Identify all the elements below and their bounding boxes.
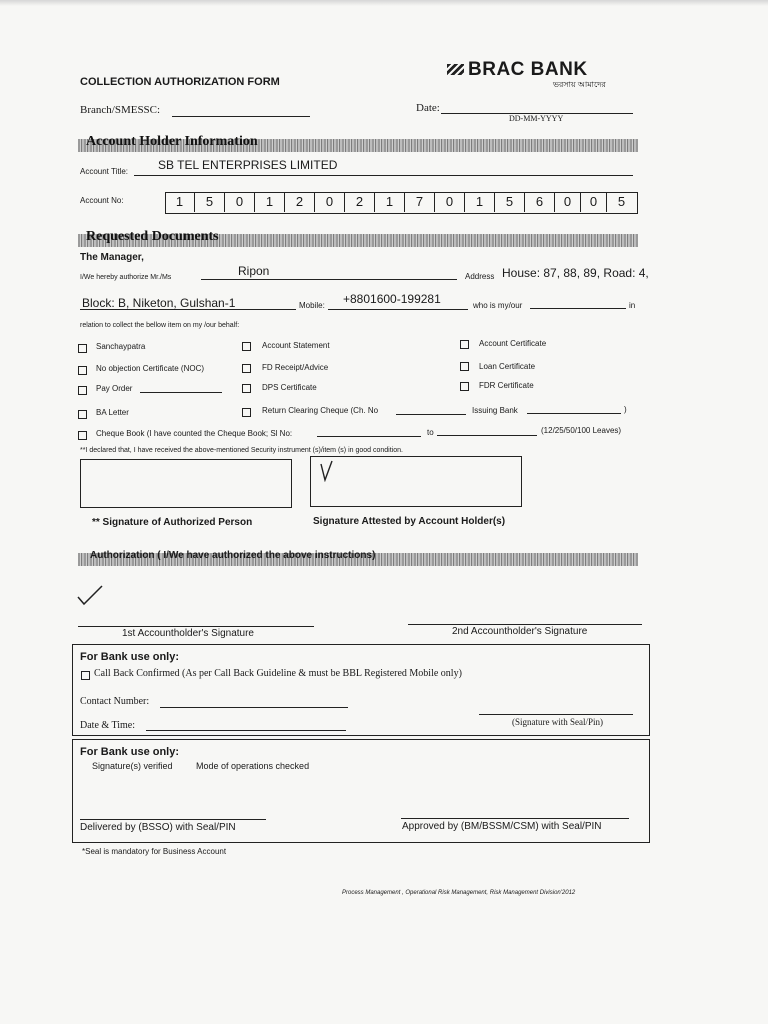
account-digit: 2	[285, 192, 315, 212]
contact-number-field[interactable]	[160, 707, 348, 708]
checkbox-return-clearing[interactable]	[242, 408, 251, 417]
section-title-requested-documents: Requested Documents	[86, 229, 219, 244]
issuing-bank-label: Issuing Bank	[472, 406, 518, 415]
date-label: Date:	[416, 102, 440, 114]
declaration-text: **I declared that, I have received the above-mentioned Security instrument (s)/item (s) in good condition.	[80, 447, 403, 454]
mobile-value: +8801600-199281	[343, 292, 441, 306]
item-account-certificate: Account Certificate	[479, 339, 547, 348]
delivered-by-label: Delivered by (BSSO) with Seal/PIN	[80, 822, 236, 833]
collection-authorization-form: COLLECTION AUTHORIZATION FORM BRAC BANK ভরসায় আমাদের Branch/SMESSC: Date: DD-MM-YYYY Account Holder Information Account Title: SB TEL ENTERPRISES LIMITED Account No: 1 5 0 1 2 0 2 1 7 0 1 5 6 0 0 5 Requested Documents The Manager, I/We hereby authorize Mr./Ms Ripon Address House: 87, 88, 89, Road: 4, Block: B, Niketon, Gulshan-1 Mobile: +8801600-199281 who is my/our in relation to collect the bellow item on my /our behalf: Sanchaypatra Account Statement Account Certificate No objection Certificate (NOC) FD Receipt/Advice Loan Certificate Pay Order DPS Certificate FDR Certificate BA Letter Return Clearing Cheque (Ch. No Issuing Bank ) Cheque Book (I have counted the Cheque Book; Sl No: to (12/25/50/100 Leaves) **I declared that, I have received the above-mentioned Security instrument (s)/item (s) in good condition. ** Signature of Authorized Person Signature Attested by Account Holder(s) Authorization ( I/We have authorized the above instructions) 1st Accountholder's Signature 2nd Accountholder's Signature For Bank use only: Call Back Confirmed (As per Call Back Guideline & must be BBL Registered Mobile only) Contact Number: Date & Time: (Signature with Seal/Pin) For Bank use only: Signature(s) verified Mode of operations checked Delivered by (BSSO) with Seal/PIN Approved by (BM/BSSM/CSM) with Seal/PIN *Seal is mandatory for Business Account Process Management , Operational Risk Management, Risk Management Division'2012	[0, 0, 768, 1024]
attested-signature-label: Signature Attested by Account Holder(s)	[313, 516, 506, 527]
account-digit: 1	[465, 192, 495, 212]
item-fd-receipt: FD Receipt/Advice	[262, 363, 329, 372]
item-dps-certificate: DPS Certificate	[262, 383, 317, 392]
handwritten-tick-mark	[320, 460, 334, 482]
form-title: COLLECTION AUTHORIZATION FORM	[80, 76, 280, 88]
signature-verified-label: Signature(s) verified	[92, 761, 173, 771]
checkbox-account-statement[interactable]	[242, 342, 251, 351]
authorized-person-name: Ripon	[238, 264, 270, 278]
callback-label: Call Back Confirmed (As per Call Back Guideline & must be BBL Registered Mobile only)	[94, 668, 462, 679]
date-format-hint: DD-MM-YYYY	[509, 114, 564, 123]
relation-field[interactable]	[530, 308, 626, 309]
cheque-serial-from-field[interactable]	[317, 436, 421, 437]
in-label: in	[629, 301, 636, 310]
manager-salutation: The Manager,	[80, 252, 144, 263]
bank-use-title-2: For Bank use only:	[80, 746, 180, 758]
scan-edge	[0, 0, 768, 6]
item-loan-certificate: Loan Certificate	[479, 362, 536, 371]
seal-pin-label: (Signature with Seal/Pin)	[512, 717, 603, 727]
item-sanchaypatra: Sanchaypatra	[96, 342, 146, 351]
checkbox-dps-certificate[interactable]	[242, 384, 251, 393]
account-digit: 2	[345, 192, 375, 212]
leaves-label: (12/25/50/100 Leaves)	[541, 426, 622, 435]
checkbox-pay-order[interactable]	[78, 386, 87, 395]
account-digit: 1	[255, 192, 285, 212]
account-title-field[interactable]	[134, 175, 633, 176]
bank-name: BRAC BANK	[468, 59, 588, 80]
account-title-value: SB TEL ENTERPRISES LIMITED	[158, 158, 338, 172]
account-digit: 0	[225, 192, 255, 212]
mode-checked-label: Mode of operations checked	[196, 761, 310, 771]
branch-field[interactable]	[172, 116, 310, 117]
account-digit: 5	[617, 194, 626, 209]
checkbox-callback-confirmed[interactable]	[81, 671, 90, 680]
account-digit: 6	[525, 192, 555, 212]
mobile-label: Mobile:	[299, 301, 325, 310]
item-account-statement: Account Statement	[262, 341, 330, 350]
account-no-label: Account No:	[80, 196, 124, 205]
item-return-clearing: Return Clearing Cheque (Ch. No	[262, 406, 379, 415]
item-cheque-book: Cheque Book (I have counted the Cheque Book; Sl No:	[96, 429, 293, 438]
account-title-label: Account Title:	[80, 167, 129, 176]
checkbox-noc[interactable]	[78, 366, 87, 375]
who-is-label: who is my/our	[473, 301, 523, 310]
authorized-person-signature-label: ** Signature of Authorized Person	[92, 517, 253, 528]
address-line-2: Block: B, Niketon, Gulshan-1	[82, 296, 236, 310]
account-digit: 5	[495, 192, 525, 212]
section-title-account-holder: Account Holder Information	[86, 134, 258, 149]
contact-number-label: Contact Number:	[80, 696, 150, 707]
cheque-number-field[interactable]	[396, 414, 466, 415]
approved-by-label: Approved by (BM/BSSM/CSM) with Seal/PIN	[402, 821, 602, 832]
first-signature-line[interactable]	[78, 626, 314, 627]
checkbox-fdr-certificate[interactable]	[460, 382, 469, 391]
handwritten-check-icon	[76, 584, 104, 606]
checkbox-sanchaypatra[interactable]	[78, 344, 87, 353]
second-signature-line[interactable]	[408, 624, 642, 625]
checkbox-loan-certificate[interactable]	[460, 362, 469, 371]
authorized-person-signature-box[interactable]	[80, 459, 292, 508]
item-pay-order: Pay Order	[96, 384, 133, 393]
second-accountholder-signature-label: 2nd Accountholder's Signature	[452, 626, 588, 637]
account-digit: 1	[165, 192, 195, 212]
bank-use-title-1: For Bank use only:	[80, 651, 180, 663]
first-accountholder-signature-label: 1st Accountholder's Signature	[122, 628, 254, 639]
division-footer: Process Management , Operational Risk Management, Risk Management Division'2012	[342, 890, 576, 896]
relation-text: relation to collect the bellow item on my /our behalf:	[80, 322, 240, 329]
account-digit: 0	[581, 192, 607, 212]
date-time-label: Date & Time:	[80, 720, 136, 731]
address-label: Address	[465, 272, 495, 281]
seal-signature-line-1[interactable]	[479, 714, 633, 715]
bank-tagline: ভরসায় আমাদের	[553, 80, 606, 89]
checkbox-cheque-book[interactable]	[78, 431, 87, 440]
authorize-label: I/We hereby authorize Mr./Ms	[80, 274, 172, 281]
account-digit: 5	[195, 192, 225, 212]
item-ba-letter: BA Letter	[96, 408, 129, 417]
issuing-bank-field[interactable]	[527, 413, 621, 414]
section-title-authorization: Authorization ( I/We have authorized the above instructions)	[90, 550, 376, 561]
date-time-field[interactable]	[146, 730, 346, 731]
branch-label: Branch/SMESSC:	[80, 104, 161, 116]
to-label: to	[427, 428, 434, 437]
address-line-1: House: 87, 88, 89, Road: 4,	[502, 266, 649, 280]
seal-mandatory-note: *Seal is mandatory for Business Account	[82, 847, 227, 856]
item-fdr-certificate: FDR Certificate	[479, 381, 534, 390]
account-digit: 7	[405, 192, 435, 212]
account-digit: 0	[315, 192, 345, 212]
checkbox-fd-receipt[interactable]	[242, 364, 251, 373]
checkbox-ba-letter[interactable]	[78, 410, 87, 419]
cheque-serial-to-field[interactable]	[437, 435, 537, 436]
delivered-by-signature-line[interactable]	[80, 819, 266, 820]
item-noc: No objection Certificate (NOC)	[96, 364, 205, 373]
approved-by-signature-line[interactable]	[401, 818, 629, 819]
checkbox-account-certificate[interactable]	[460, 340, 469, 349]
account-digit: 0	[435, 192, 465, 212]
authorized-person-field[interactable]	[201, 279, 457, 280]
account-holder-signature-box[interactable]	[310, 456, 522, 507]
pay-order-field[interactable]	[140, 392, 222, 393]
bank-logo-mark-icon	[447, 64, 464, 75]
account-digit: 0	[555, 192, 581, 212]
mobile-field[interactable]	[328, 309, 468, 310]
account-digit: 1	[375, 192, 405, 212]
